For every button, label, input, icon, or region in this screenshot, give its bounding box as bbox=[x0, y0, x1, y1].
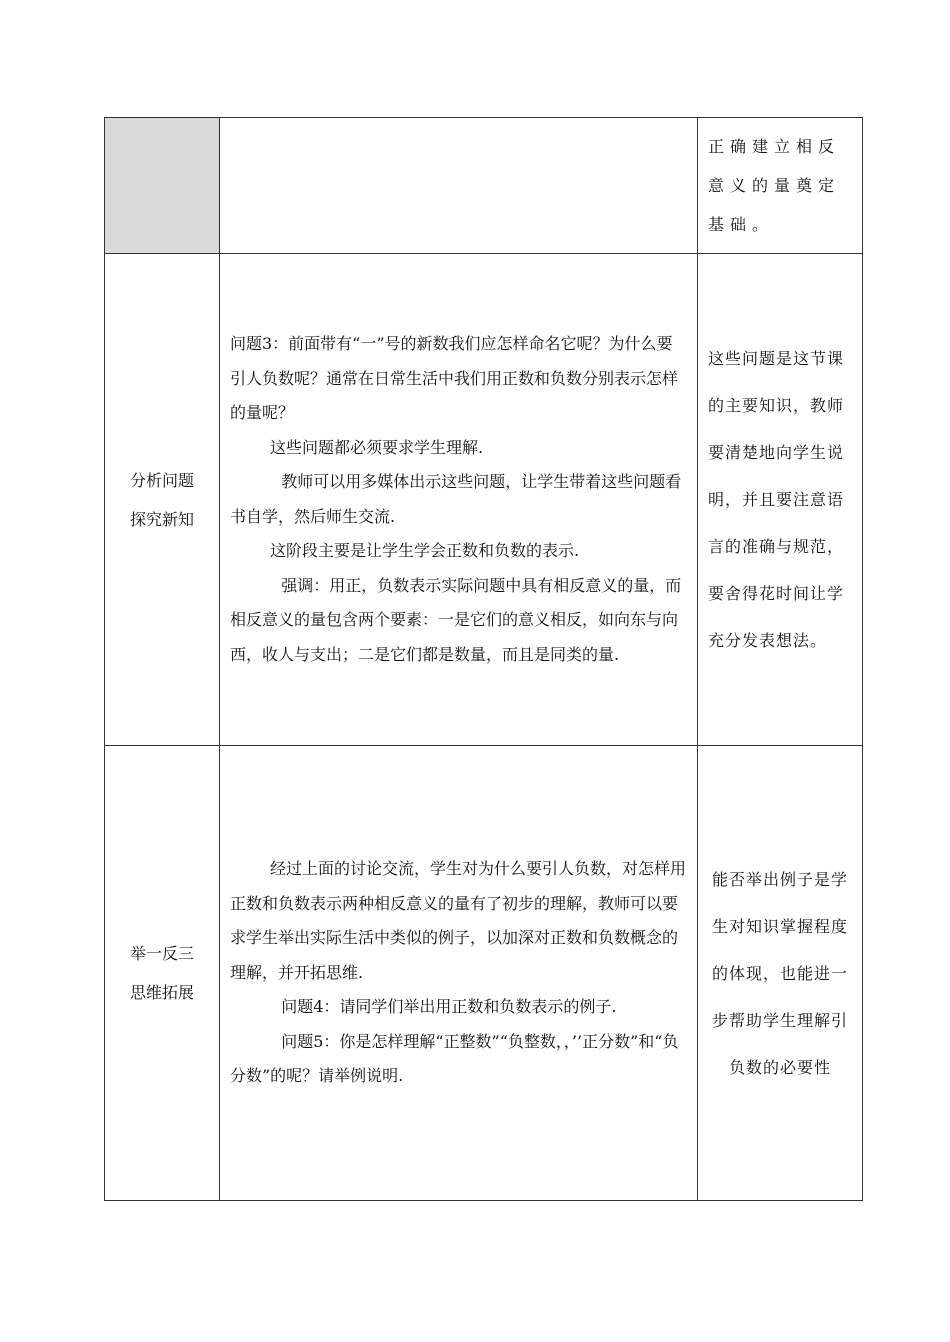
paragraph: 经过上面的讨论交流，学生对为什么要引人负数，对怎样用正数和负数表示两种相反意义的量有了初步的理解，教师可以要求学生举出实际生活中类似的例子，以加深对正数和负数概念的理解，并开拓思维. bbox=[230, 859, 687, 982]
paragraph: 强调：用正，负数表示实际问题中具有相反意义的量，而相反意义的量包含两个要素：一是它们的意义相反，如向东与向西，收人与支出；二是它们都是数量，而且是同类的量. bbox=[230, 575, 682, 664]
lesson-plan-table bbox=[104, 117, 863, 1201]
paragraph: 问题3：前面带有“一”号的新数我们应怎样命名它呢？为什么要引人负数呢？通常在日常生活中我们用正数和负数分别表示怎样的量呢？ bbox=[230, 334, 679, 422]
stage-label-cell bbox=[105, 254, 220, 746]
stage-label-cell bbox=[105, 118, 220, 254]
paragraph: 这阶段主要是让学生学会正数和负数的表示. bbox=[270, 541, 580, 560]
table-row bbox=[105, 118, 863, 254]
paragraph: 教师可以用多媒体出示这些问题，让学生带着这些问题看书自学，然后师生交流. bbox=[230, 472, 682, 526]
stage-label-line: 举一反三 bbox=[129, 944, 194, 963]
design-note: 正确建立相反意义的量奠定基础。 bbox=[708, 137, 841, 234]
content-cell bbox=[220, 254, 698, 746]
note-cell bbox=[698, 746, 863, 1201]
paragraph: 这些问题都必须要求学生理解. bbox=[270, 437, 484, 457]
paragraph: 问题4：请同学们举出用正数和负数表示的例子. bbox=[281, 997, 617, 1017]
stage-label-line: 思维拓展 bbox=[129, 983, 194, 1002]
table-row bbox=[105, 746, 863, 1201]
note-cell bbox=[698, 254, 863, 746]
note-cell bbox=[698, 118, 863, 254]
content-cell bbox=[220, 746, 698, 1201]
stage-label-line: 探究新知 bbox=[129, 509, 194, 529]
content-cell bbox=[220, 118, 698, 254]
paragraph: 问题5：你是怎样理解“正整数”“负整数，，’’正分数”和“负分数”的呢？请举例说明. bbox=[230, 1031, 679, 1086]
table-row bbox=[105, 254, 863, 746]
design-note: 这些问题是这节课的主要知识，教师要清楚地向学生说明，并且要注意语言的准确与规范，要舍得花时间让学充分发表想法。 bbox=[708, 349, 845, 650]
design-note: 能否举出例子是学生对知识掌握程度的体现，也能进一步帮助学生理解引负数的必要性 bbox=[711, 869, 848, 1077]
stage-label-line: 分析问题 bbox=[129, 470, 194, 490]
stage-label-cell bbox=[105, 746, 220, 1201]
